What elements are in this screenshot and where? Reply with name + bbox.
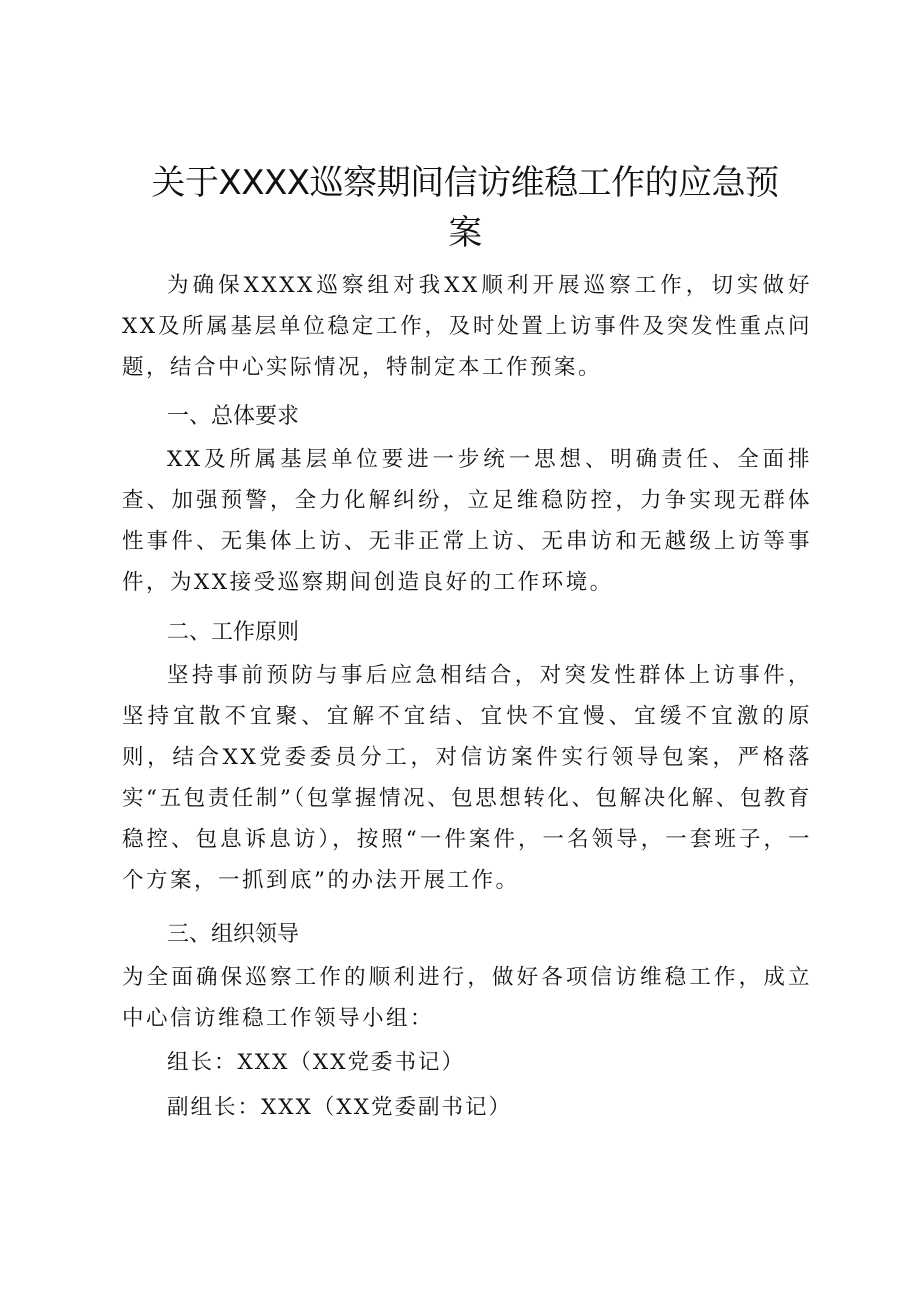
- document-title: [120, 158, 810, 258]
- intro-paragraph: 为确保XXXX巡察组对我XX顺利开展巡察工作，切实做好XX及所属基层单位稳定工作，及时处置上访事件及突发性重点问题，结合中心实际情况，特制定本工作预案。: [122, 273, 812, 380]
- section-heading-work-principles: 二、工作原则: [167, 620, 300, 645]
- member-leader: 组长：XXX（XX党委书记）: [167, 1050, 466, 1075]
- section-body-overall-requirements: XX及所属基层单位要进一步统一思想、明确责任、全面排查、加强预警，全力化解纠纷，立足维稳防控，力争实现无群体性事件、无集体上访、无非正常上访、无串访和无越级上访等事件，为XX接受巡察期间创造良好的工作环境。: [122, 447, 812, 595]
- section-heading-overall-requirements: 一、总体要求: [167, 404, 300, 429]
- section-body-organization-leadership: 为全面确保巡察工作的顺利进行，做好各项信访维稳工作，成立中心信访维稳工作领导小组：: [122, 965, 812, 1031]
- section-heading-organization-leadership: 三、组织领导: [167, 922, 300, 947]
- member-deputy-leader: 副组长：XXX（XX党委副书记）: [167, 1095, 513, 1120]
- section-body-work-principles: 坚持事前预防与事后应急相结合，对突发性群体上访事件，坚持宜散不宜聚、宜解不宜结、宜快不宜慢、宜缓不宜激的原则，结合XX党委委员分工，对信访案件实行领导包案，严格落实“五包责任制”（包掌握情况、包思想转化、包解决化解、包教育稳控、包息诉息访），按照“一件案件，一名领导，一套班子，一个方案，一抓到底”的办法开展工作。: [122, 663, 812, 893]
- title-line-2: 案: [448, 213, 482, 253]
- title-line-1: 关于XXXX巡察期间信访维稳工作的应急预: [151, 163, 779, 203]
